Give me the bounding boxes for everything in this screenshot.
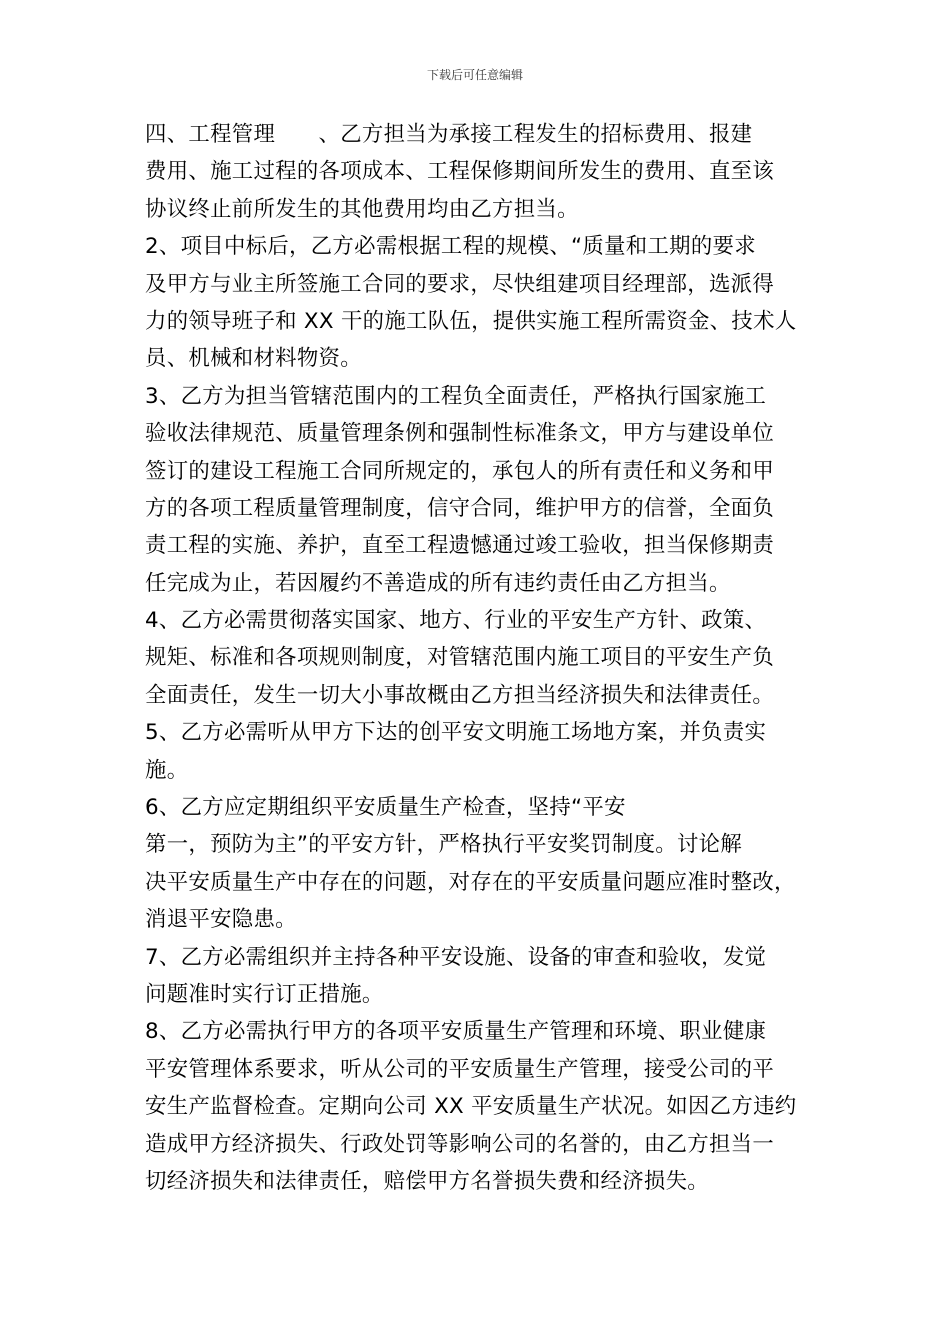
text-line: 切经济损失和法律责任，赔偿甲方名誉损失费和经济损失。: [145, 1168, 709, 1194]
text-line: 决平安质量生产中存在的问题，对存在的平安质量问题应准时整改，: [145, 869, 796, 895]
text-line: 4、乙方必需贯彻落实国家、地方、行业的平安生产方针、政策、: [145, 608, 767, 634]
text-line: 方的各项工程质量管理制度，信守合同，维护甲方的信誉，全面负: [145, 495, 775, 521]
page-header: 下载后可任意编辑: [426, 68, 523, 82]
text-line: 7、乙方必需组织并主持各种平安设施、设备的审查和验收，发觉: [145, 944, 767, 970]
text-line: 平安管理体系要求，听从公司的平安质量生产管理，接受公司的平: [145, 1056, 775, 1082]
text-line: 8、乙方必需执行甲方的各项平安质量生产管理和环境、职业健康: [145, 1019, 767, 1045]
text-line: 力的领导班子和 XX 干的施工队伍，提供实施工程所需资金、技术人: [145, 308, 797, 334]
text-line: 第一，预防为主”的平安方针，严格执行平安奖罚制度。讨论解: [145, 832, 743, 858]
text-line: 3、乙方为担当管辖范围内的工程负全面责任，严格执行国家施工: [145, 383, 767, 409]
text-line: 任完成为止，若因履约不善造成的所有违约责任由乙方担当。: [145, 570, 731, 596]
text-line: 协议终止前所发生的其他费用均由乙方担当。: [145, 196, 579, 222]
text-line: 消退平安隐患。: [145, 907, 297, 933]
text-line: 6、乙方应定期组织平安质量生产检查，坚持“平安: [145, 795, 626, 821]
text-line: 问题准时实行订正措施。: [145, 981, 384, 1007]
text-line: 费用、施工过程的各项成本、工程保修期间所发生的费用、直至该: [145, 159, 775, 185]
text-line: 安生产监督检查。定期向公司 XX 平安质量生产状况。如因乙方违约: [145, 1094, 797, 1120]
text-line: 施。: [145, 757, 189, 783]
text-line: 及甲方与业主所签施工合同的要求，尽快组建项目经理部，选派得: [145, 271, 775, 297]
text-line: 规矩、标准和各项规则制度，对管辖范围内施工项目的平安生产负: [145, 645, 775, 671]
document-body: [145, 116, 815, 1200]
text-line: 责工程的实施、养护，直至工程遗憾通过竣工验收，担当保修期责: [145, 533, 775, 559]
text-line: 四、工程管理 、乙方担当为承接工程发生的招标费用、报建: [145, 122, 753, 147]
text-line: 造成甲方经济损失、行政处罚等影响公司的名誉的，由乙方担当一: [145, 1131, 775, 1157]
text-line: 验收法律规范、质量管理条例和强制性标准条文，甲方与建设单位: [145, 421, 775, 447]
text-line: 5、乙方必需听从甲方下达的创平安文明施工场地方案，并负责实: [145, 720, 767, 746]
text-line: 全面责任，发生一切大小事故概由乙方担当经济损失和法律责任。: [145, 682, 775, 708]
text-line: 2、项目中标后，乙方必需根据工程的规模、“质量和工期的要求: [145, 234, 756, 260]
text-line: 签订的建设工程施工合同所规定的，承包人的所有责任和义务和甲: [145, 458, 775, 484]
text-line: 员、机械和材料物资。: [145, 346, 362, 372]
